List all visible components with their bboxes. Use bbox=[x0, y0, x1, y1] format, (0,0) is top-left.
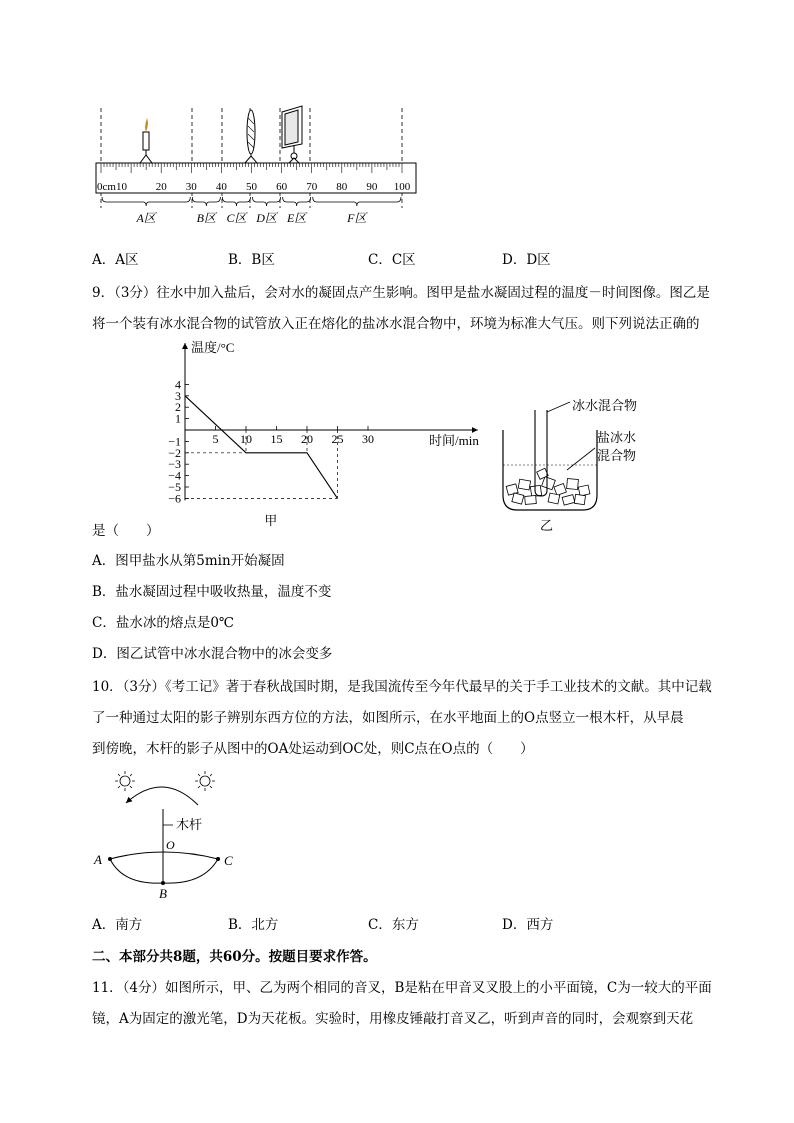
label-point-c: C bbox=[224, 853, 233, 868]
q9-stem-line-2: 将一个装有冰水混合物的试管放入正在熔化的盐冰水混合物中，环境为标准大气压。则下列说法正确的 bbox=[92, 316, 700, 332]
shadow-figure bbox=[88, 765, 248, 900]
region-brace bbox=[313, 197, 401, 206]
y-axis-label: 温度/°C bbox=[191, 340, 235, 355]
q10-stem-line-1: 10．（3分）《考工记》著于春秋战国时期，是我国流传至今年代最早的关于手工业技术的文献。其中记载 bbox=[92, 679, 712, 695]
x-tick-labels bbox=[213, 426, 375, 446]
x-tick-label: 10 bbox=[240, 432, 252, 446]
region-brace bbox=[253, 197, 281, 206]
point-b bbox=[161, 881, 165, 885]
ruler-scale-label: 60 bbox=[276, 181, 288, 193]
q9-option-b[interactable]: B．盐水凝固过程中吸收热量，温度不变 bbox=[92, 584, 332, 600]
q10-option-b[interactable]: B．北方 bbox=[228, 917, 279, 933]
region-label: B区 bbox=[196, 211, 217, 225]
y-tick-label: 4 bbox=[175, 377, 181, 392]
section-2-heading: 二、本部分共8题，共60分。按题目要求作答。 bbox=[92, 949, 377, 965]
y-tick-label: −6 bbox=[168, 491, 181, 506]
label-point-a: A bbox=[94, 852, 102, 867]
label-salt-ice-water-2: 混合物 bbox=[597, 448, 637, 463]
ruler-scale-label: 90 bbox=[366, 181, 378, 193]
region-label: F区 bbox=[347, 211, 367, 225]
q8-option-b[interactable]: B．B区 bbox=[228, 252, 275, 268]
ruler-scale-label: 70 bbox=[306, 181, 318, 193]
x-tick-label: 15 bbox=[270, 432, 283, 446]
y-tick-label: −3 bbox=[168, 457, 181, 472]
label-point-b: B bbox=[159, 886, 167, 900]
y-tick-label: −5 bbox=[168, 480, 181, 494]
label-point-o: O bbox=[166, 838, 175, 852]
ruler-scale-label: 50 bbox=[246, 181, 257, 193]
point-c bbox=[216, 857, 220, 861]
q10-option-d[interactable]: D．西方 bbox=[502, 917, 554, 933]
q8-option-a[interactable]: A．A区 bbox=[92, 252, 139, 268]
y-tick-label: 2 bbox=[175, 400, 181, 415]
ruler-scale-label: 40 bbox=[215, 181, 227, 193]
temperature-time-chart bbox=[160, 335, 500, 530]
lens-icon bbox=[245, 110, 257, 163]
y-tick-label: 1 bbox=[175, 411, 181, 426]
ruler-scale-label: 80 bbox=[336, 181, 348, 193]
q9-option-d[interactable]: D．图乙试管中冰水混合物中的冰会变多 bbox=[92, 646, 333, 662]
figure-caption-jia: 甲 bbox=[264, 513, 278, 528]
q8-option-c[interactable]: C．C区 bbox=[368, 252, 416, 268]
sun-icon-right bbox=[195, 771, 215, 791]
x-axis-label: 时间/min bbox=[429, 433, 479, 448]
x-tick-label: 25 bbox=[331, 432, 344, 446]
label-ice-water-mixture: 冰水混合物 bbox=[572, 398, 638, 413]
shadow-arc-bottom bbox=[110, 859, 218, 883]
region-brace bbox=[283, 197, 311, 206]
q11-stem-line-1: 11．（4分）如图所示，甲、乙为两个相同的音叉，B是粘在甲音叉叉股上的小平面镜，C为一较大的平面 bbox=[92, 980, 712, 996]
x-tick-label: 5 bbox=[212, 432, 219, 446]
q9-stem-line-3: 是（ ） bbox=[92, 523, 160, 539]
q10-stem-line-3: 到傍晚，木杆的影子从图中的OA处运动到OC处，则C点在O点的（ ） bbox=[92, 741, 534, 757]
ruler-scale-label: 20 bbox=[155, 181, 167, 193]
y-tick-label: −1 bbox=[168, 434, 181, 449]
x-tick-label: 20 bbox=[301, 432, 313, 446]
y-tick-label: 3 bbox=[175, 388, 181, 403]
region-labels bbox=[135, 211, 368, 225]
ruler-scale-label: 30 bbox=[185, 181, 197, 193]
region-braces bbox=[102, 197, 401, 206]
region-brace bbox=[222, 197, 250, 206]
ice-cubes bbox=[506, 468, 590, 505]
ruler-scale-label: 100 bbox=[393, 181, 411, 193]
q11-stem-line-2: 镜，A为固定的激光笔，D为天花板。实验时，用橡皮锤敲打音叉乙，听到声音的同时，会观察到天花 bbox=[92, 1011, 694, 1027]
sun-icon-left bbox=[115, 771, 135, 791]
region-label: E区 bbox=[286, 211, 307, 225]
y-tick-label: −2 bbox=[168, 445, 181, 460]
region-label: C区 bbox=[226, 211, 247, 225]
q9-option-a[interactable]: A．图甲盐水从第5min开始凝固 bbox=[92, 553, 285, 569]
q10-option-a[interactable]: A．南方 bbox=[92, 917, 143, 933]
region-label: A区 bbox=[136, 211, 156, 225]
chart-series bbox=[185, 396, 338, 499]
beaker-figure bbox=[495, 390, 675, 535]
q9-option-c[interactable]: C．盐水冰的熔点是0℃ bbox=[92, 615, 235, 631]
region-label: D区 bbox=[256, 211, 277, 225]
ruler-scale-label: 0cm10 bbox=[97, 181, 127, 193]
screen-icon bbox=[282, 106, 302, 163]
q8-option-d[interactable]: D．D区 bbox=[502, 252, 551, 268]
x-tick-label: 30 bbox=[362, 432, 374, 446]
candle-icon bbox=[140, 120, 152, 163]
q10-option-c[interactable]: C．东方 bbox=[368, 917, 419, 933]
shadow-arc-top bbox=[110, 852, 218, 859]
region-brace bbox=[102, 197, 190, 206]
sun-path-arrow bbox=[126, 787, 198, 805]
label-salt-ice-water-1: 盐冰水 bbox=[597, 430, 637, 445]
region-brace bbox=[192, 197, 220, 206]
temperature-line bbox=[185, 396, 338, 499]
q9-stem-line-1: 9．（3分）往水中加入盐后，会对水的凝固点产生影响。图甲是盐水凝固过程的温度－时间图像。图乙是 bbox=[92, 285, 710, 301]
chart-axes bbox=[185, 343, 478, 500]
label-pole: 木杆 bbox=[176, 817, 203, 832]
figure-caption-yi: 乙 bbox=[540, 518, 554, 533]
ruler-figure bbox=[90, 100, 430, 230]
y-tick-label: −4 bbox=[168, 468, 181, 483]
point-a bbox=[108, 857, 112, 861]
q10-stem-line-2: 了一种通过太阳的影子辨别东西方位的方法，如图所示，在水平地面上的O点竖立一根木杆，从早晨 bbox=[92, 710, 684, 726]
